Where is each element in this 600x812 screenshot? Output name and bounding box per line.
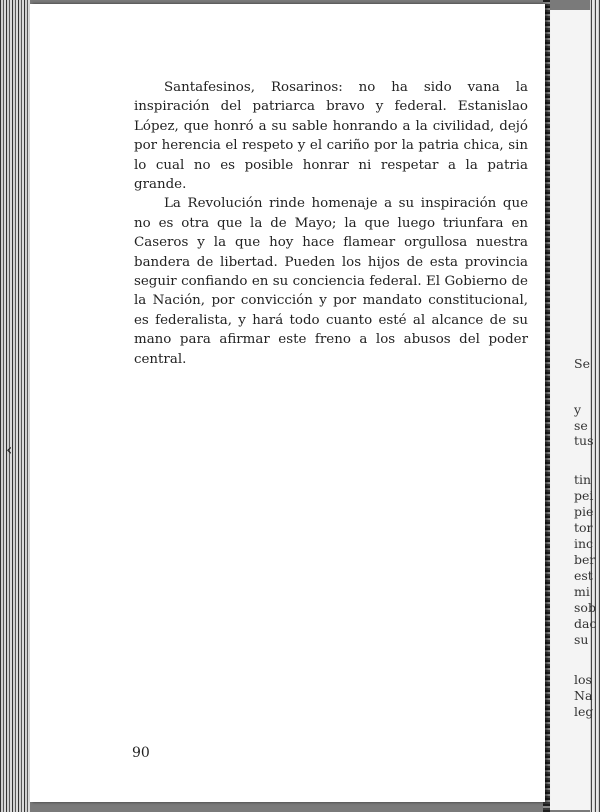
- next-page-fragment: tus: [574, 433, 594, 448]
- next-page-fragment: leg: [574, 704, 594, 719]
- next-page-fragment: se: [574, 418, 588, 433]
- next-page-fragment: su: [574, 632, 589, 647]
- next-page-fragment: los: [574, 672, 592, 687]
- next-page-fragment: y: [574, 402, 582, 417]
- page-body: [134, 78, 528, 369]
- next-page-fragment: dac: [574, 616, 597, 631]
- page-number: 90: [132, 745, 150, 761]
- left-page-edges: [0, 0, 30, 812]
- next-page-fragment: pie: [574, 504, 594, 519]
- next-page-fragment: est: [574, 568, 593, 583]
- next-page-fragment: ber: [574, 552, 596, 567]
- paragraph-1: Santafesinos, Rosarinos: no ha sido vana la inspiración del patriarca bravo y federal. Estanislao López, que honró a su sable honrando a la civilidad, dejó por herencia el respeto y el cariño por la patria chica, sin lo cual no es posible honrar ni respetar a la patria grande.: [134, 80, 528, 193]
- next-page-fragment: sob: [574, 600, 596, 615]
- next-page-fragment: inc: [574, 536, 594, 551]
- next-page-fragment: tin: [574, 472, 592, 487]
- next-page-fragment: tor: [574, 520, 593, 535]
- next-page-fragment: mi: [574, 584, 590, 599]
- margin-mark: ‹: [6, 440, 13, 459]
- next-page-fragment: Se: [574, 356, 590, 371]
- next-page-fragment: Na: [574, 688, 593, 703]
- next-page-fragment: pei: [574, 488, 594, 503]
- paragraph-2: La Revolución rinde homenaje a su inspiración que no es otra que la de Mayo; la que luego triunfara en Caseros y la que hoy hace flamear orgullosa nuestra bandera de libertad. Pueden los hijos de esta provincia seguir confiando en su conciencia federal. El Gobierno de la Nación, por convicción y por mandato constitucional, es federalista, y hará todo cuanto esté al alcance de su mano para afirmar este freno a los abusos del poder central.: [134, 196, 528, 367]
